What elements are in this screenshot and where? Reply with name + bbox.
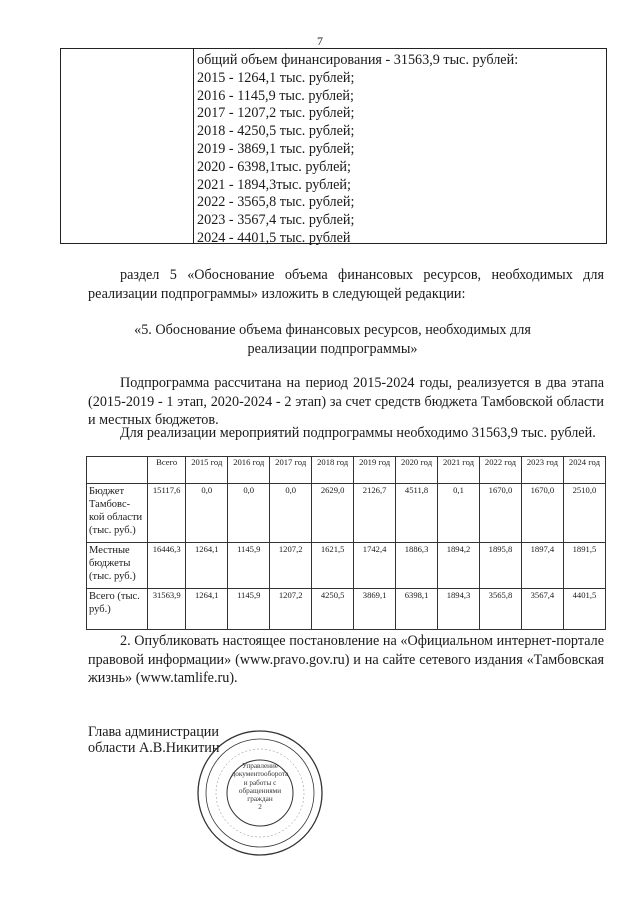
table-header-cell: 2024 год	[563, 457, 605, 484]
table-cell: 0,0	[270, 484, 312, 543]
table-cell: 1894,3	[438, 589, 480, 630]
page-number: 7	[317, 34, 323, 48]
table-cell: 0,0	[228, 484, 270, 543]
table-cell: 1670,0	[479, 484, 521, 543]
table-cell: 1897,4	[521, 543, 563, 589]
section-title	[60, 321, 605, 358]
stamp-center-text	[231, 762, 289, 812]
table-header-cell: Всего	[148, 457, 186, 484]
table-row	[87, 543, 606, 589]
table-cell: 1145,9	[228, 589, 270, 630]
paragraph-publish: 2. Опубликовать настоящее постановление на «Официальном интернет-портале правовой информации» (www.pravo.gov.ru) и на сайте сетевого издания «Тамбовская жизнь» (www.tamlife.ru).	[88, 633, 604, 686]
table-header-row	[87, 457, 606, 484]
table-cell: 4511,8	[396, 484, 438, 543]
table-cell: 1264,1	[186, 543, 228, 589]
budget-table	[86, 456, 606, 630]
table-header-cell: 2016 год	[228, 457, 270, 484]
financing-line: 2020 - 6398,1тыс. рублей;	[197, 158, 351, 175]
row-label: Бюджет Тамбовс-кой области (тыс. руб.)	[87, 484, 148, 543]
table-cell: 2126,7	[354, 484, 396, 543]
table-header-cell: 2022 год	[479, 457, 521, 484]
table-cell: 1886,3	[396, 543, 438, 589]
table-cell: 15117,6	[148, 484, 186, 543]
section-intro: раздел 5 «Обоснование объема финансовых ресурсов, необходимых для реализации подпрограммы» изложить в следующей редакции:	[88, 267, 604, 302]
financing-line: 2022 - 3565,8 тыс. рублей;	[197, 194, 355, 211]
financing-line: 2016 - 1145,9 тыс. рублей;	[197, 87, 354, 104]
financing-box	[60, 48, 607, 244]
table-cell: 1895,8	[479, 543, 521, 589]
table-cell: 2510,0	[563, 484, 605, 543]
table-cell: 3869,1	[354, 589, 396, 630]
signature-name: области А.В.Никитин	[88, 740, 220, 756]
row-label: Всего (тыс. руб.)	[87, 589, 148, 630]
table-cell: 4250,5	[312, 589, 354, 630]
financing-box-left-cell	[61, 49, 194, 243]
table-cell: 31563,9	[148, 589, 186, 630]
financing-line: 2017 - 1207,2 тыс. рублей;	[197, 105, 355, 122]
table-header-cell: 2023 год	[521, 457, 563, 484]
financing-line: 2024 - 4401,5 тыс. рублей	[197, 229, 351, 246]
table-cell: 6398,1	[396, 589, 438, 630]
section-title-line: «5. Обоснование объема финансовых ресурсов, необходимых для	[134, 322, 531, 338]
financing-line: 2018 - 4250,5 тыс. рублей;	[197, 123, 355, 140]
stamp-number: 2	[258, 803, 262, 812]
paragraph-period: Подпрограмма рассчитана на период 2015-2024 годы, реализуется в два этапа (2015-2019 - 1 этап, 2020-2024 - 2 этап) за счет средств бюджета Тамбовской области и местных бюджетов.	[88, 375, 604, 428]
paragraph-need: Для реализации мероприятий подпрограммы необходимо 31563,9 тыс. рублей.	[120, 425, 596, 441]
financing-line: 2021 - 1894,3тыс. рублей;	[197, 176, 351, 193]
table-cell: 1891,5	[563, 543, 605, 589]
row-label: Местные бюджеты (тыс. руб.)	[87, 543, 148, 589]
table-header-cell: 2015 год	[186, 457, 228, 484]
table-header-cell: 2019 год	[354, 457, 396, 484]
table-cell: 1207,2	[270, 589, 312, 630]
table-cell: 1894,2	[438, 543, 480, 589]
table-cell: 1670,0	[521, 484, 563, 543]
stamp-department: Управление документооборота и работы с обращениями граждан	[231, 762, 289, 804]
table-cell: 1621,5	[312, 543, 354, 589]
table-cell: 0,0	[186, 484, 228, 543]
table-cell: 1742,4	[354, 543, 396, 589]
table-cell: 16446,3	[148, 543, 186, 589]
table-header-cell: 2018 год	[312, 457, 354, 484]
table-cell: 1207,2	[270, 543, 312, 589]
financing-line: 2023 - 3567,4 тыс. рублей;	[197, 212, 355, 229]
table-cell: 3565,8	[479, 589, 521, 630]
table-header-cell: 2017 год	[270, 457, 312, 484]
signature-title: Глава администрации	[88, 724, 219, 740]
official-stamp	[195, 728, 325, 858]
financing-line: 2015 - 1264,1 тыс. рублей;	[197, 69, 355, 86]
table-header-cell	[87, 457, 148, 484]
table-cell: 4401,5	[563, 589, 605, 630]
table-row	[87, 589, 606, 630]
table-row	[87, 484, 606, 543]
table-cell: 3567,4	[521, 589, 563, 630]
table-cell: 1145,9	[228, 543, 270, 589]
table-cell: 0,1	[438, 484, 480, 543]
financing-line: 2019 - 3869,1 тыс. рублей;	[197, 140, 355, 157]
table-cell: 1264,1	[186, 589, 228, 630]
table-header-cell: 2020 год	[396, 457, 438, 484]
section-title-line: реализации подпрограммы»	[247, 340, 418, 357]
table-header-cell: 2021 год	[438, 457, 480, 484]
financing-line: общий объем финансирования - 31563,9 тыс. рублей:	[197, 52, 519, 68]
financing-box-right-cell	[194, 49, 606, 246]
table-cell: 2629,0	[312, 484, 354, 543]
